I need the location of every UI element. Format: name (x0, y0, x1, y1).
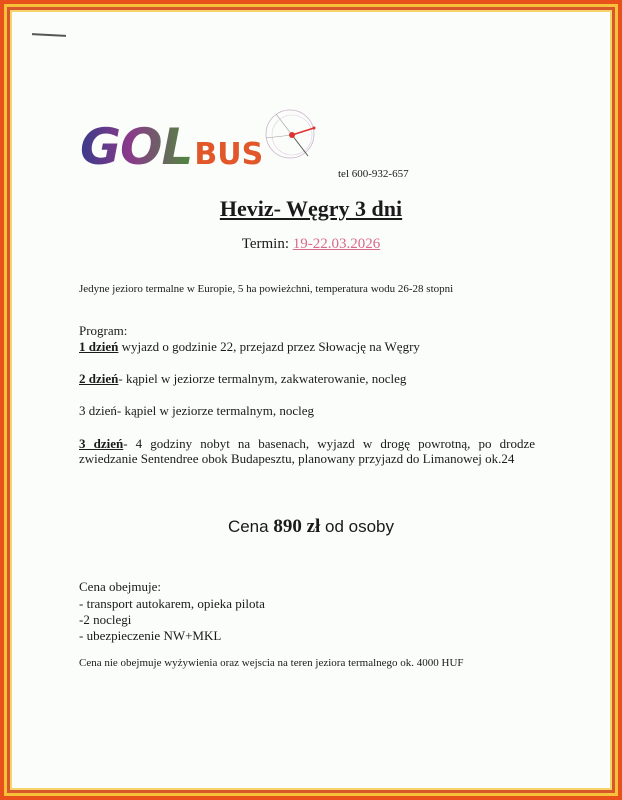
phone-number: tel 600-932-657 (338, 168, 409, 180)
program-heading: Program: (79, 323, 128, 338)
page-title: Heviz- Węgry 3 dni (219, 196, 403, 221)
excludes-text: Cena nie obejmuje wyżywienia oraz wejscia na teren jeziora termalnego ok. 4000 HUF (79, 657, 464, 669)
compass-icon (252, 104, 332, 168)
intro-text: Jedyne jezioro termalne w Europie, 5 ha powieżchni, temperatura wodu 26-28 stopni (79, 283, 454, 295)
trip-date (0, 236, 622, 253)
includes-item: -2 noclegi (79, 612, 132, 627)
program-day-1 (79, 340, 535, 354)
day-1-text: wyjazd o godzinie 22, przejazd przez Słowację na Węgry (118, 339, 420, 354)
day-1-label: 1 dzień (79, 339, 119, 354)
program-day-3-a: 3 dzień- kąpiel w jeziorze termalnym, nocleg (79, 403, 314, 418)
termin-date: 19-22.03.2026 (292, 236, 381, 252)
price-line (0, 516, 622, 538)
day-3-text: - 4 godziny nobyt na basenach, wyjazd w drogę powrotną, po drodze zwiedzanie Sentendree obok Budapesztu, planowany przyjazd do Limanowej ok.24 (79, 436, 535, 466)
day-2-text: - kąpiel w jeziorze termalnym, zakwaterowanie, nocleg (118, 371, 407, 386)
price-prefix: Cena (227, 517, 274, 536)
day-2-label: 2 dzień (79, 371, 119, 386)
includes-item: - ubezpieczenie NW+MKL (79, 628, 222, 643)
day-3-label: 3 dzień (79, 436, 124, 451)
golbus-logo (80, 118, 263, 174)
termin-label: Termin: (241, 236, 293, 252)
includes-item: - transport autokarem, opieka pilota (79, 596, 265, 611)
price-amount: 890 zł (273, 516, 321, 537)
logo-text-bus: BUS (194, 137, 264, 172)
program-day-2 (79, 372, 535, 386)
logo-text-gol: GOL (80, 118, 193, 176)
price-suffix: od osoby (320, 517, 395, 536)
program-day-3-b (79, 436, 535, 466)
includes-heading: Cena obejmuje: (79, 579, 161, 594)
